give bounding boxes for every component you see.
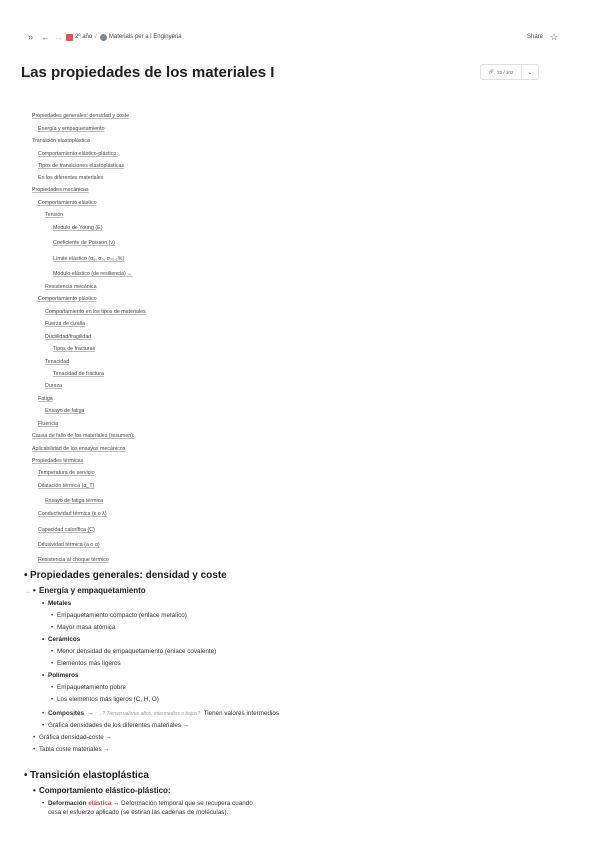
- list-item-polimeros: • Polímeros: [42, 672, 79, 679]
- bullet-icon: •: [51, 612, 54, 619]
- double-chevron-right-icon[interactable]: »: [28, 32, 34, 42]
- toc-item[interactable]: Comportamiento elástico-plástico:: [38, 151, 118, 157]
- toc-item[interactable]: Tenacidad: [45, 359, 70, 365]
- page-icon: [100, 34, 107, 41]
- list-item: • Elementos más ligeros: [51, 660, 121, 667]
- arrow-right-icon[interactable]: →: [54, 32, 63, 42]
- toc-item[interactable]: Propiedades térmicas: [32, 458, 84, 464]
- list-item: • Los elementos más ligeros (C, H, O): [51, 696, 159, 703]
- toc-item[interactable]: Coeficiente de Poisson (ν): [53, 240, 115, 246]
- breadcrumb-item-year[interactable]: 2º año: [75, 34, 93, 40]
- breadcrumb: [66, 28, 182, 46]
- share-button[interactable]: Share: [527, 34, 544, 40]
- toc-item[interactable]: Propiedades mecánicas: [32, 187, 89, 193]
- bullet-icon: •: [33, 786, 36, 795]
- bullet-icon: •: [42, 600, 45, 607]
- bullet-icon: •: [24, 770, 28, 781]
- bullet-icon: •: [42, 722, 45, 729]
- toc-item[interactable]: Comportamiento en los tipos de materiales: [45, 309, 146, 315]
- list-item-link[interactable]: • Gráfica densidades de los diferentes materiales →: [42, 722, 190, 729]
- toc-item[interactable]: Resistencia al choque térmico: [38, 557, 109, 563]
- bullet-icon: •: [42, 710, 45, 717]
- list-item: • Empaquetamiento compacto (enlace metálico): [51, 612, 187, 619]
- star-icon[interactable]: ☆: [550, 32, 559, 42]
- toc-item[interactable]: Módulo elástico (de resiliencia) ↔: [53, 271, 133, 277]
- bullet-icon: •: [33, 586, 36, 595]
- toc-item[interactable]: Módulo de Young (E): [53, 225, 103, 231]
- bullet-icon: •: [51, 624, 54, 631]
- list-item: • Empaquetamiento pobre: [51, 684, 126, 691]
- list-item-composites: • Composites → →? Tienen valores altos, intermedios o bajos? Tienen valores intermedios: [42, 710, 280, 717]
- bullet-icon: •: [51, 648, 54, 655]
- list-item: • Mayor masa atómica: [51, 624, 116, 631]
- toc-item[interactable]: En los diferentes materiales: [38, 175, 104, 181]
- bullet-icon: •: [51, 696, 54, 703]
- toc-item[interactable]: Difusividad térmica (a o α): [38, 542, 100, 548]
- list-item-link[interactable]: • Tabla coste materiales →: [33, 746, 110, 753]
- page-counter[interactable]: [480, 64, 539, 80]
- breadcrumb-separator: /: [95, 34, 97, 40]
- page-title: Las propiedades de los materiales I: [21, 64, 275, 81]
- toc-item[interactable]: Dilatación térmica (α_T): [38, 483, 95, 489]
- subsection-heading: • Comportamiento elástico-plástico:: [33, 786, 171, 795]
- toc-item[interactable]: Tensión: [45, 212, 64, 218]
- toc-item[interactable]: Fluencia: [38, 421, 59, 427]
- list-item-continuation: cesa el esfuerzo aplicado (se estiran las cadenas de moléculas).: [48, 809, 229, 816]
- toc-item[interactable]: Temperatura de servicio: [38, 470, 95, 476]
- breadcrumb-item-subject[interactable]: Materials per a l Enginyeria: [108, 34, 182, 40]
- toc-item[interactable]: Conductividad térmica (κ o λ): [38, 511, 107, 517]
- toc-item[interactable]: Ensayo de fatiga térmica: [45, 498, 104, 504]
- toc-item[interactable]: Causa de fallo de los materiales (resumen):: [32, 433, 135, 439]
- bullet-icon: •: [42, 800, 45, 807]
- top-bar: [0, 28, 600, 46]
- bullet-icon: •: [51, 684, 54, 691]
- toc-item[interactable]: Tipos de fracturas: [53, 346, 96, 352]
- bullet-icon: •: [51, 660, 54, 667]
- toc-item[interactable]: Capacidad calorífica (C): [38, 527, 95, 533]
- arrow-left-icon[interactable]: ←: [41, 32, 50, 42]
- bullet-icon: •: [33, 746, 36, 753]
- bullet-icon: •: [33, 734, 36, 741]
- section-heading: • Transición elastoplástica: [24, 770, 149, 781]
- toc-item[interactable]: Tenacidad de fractura: [53, 371, 104, 377]
- bullet-icon: •: [24, 570, 28, 581]
- toc-item[interactable]: Tipos de transiciones elastoplásticas: [38, 163, 125, 169]
- chevron-down-icon[interactable]: ⌄: [527, 69, 533, 76]
- toc-item[interactable]: Transición elastoplástica: [32, 138, 90, 144]
- list-item: • Menor densidad de empaquetamiento (enlace covalente): [51, 648, 217, 655]
- toc-item[interactable]: Comportamiento plástico: [38, 296, 97, 302]
- bullet-icon: •: [42, 672, 45, 679]
- toc-item[interactable]: Ductilidad/fragilidad: [45, 334, 92, 340]
- toc-item[interactable]: Ensayo de fatiga: [45, 408, 85, 414]
- list-item-metales: • Metales: [42, 600, 72, 607]
- bullet-icon: •: [42, 636, 45, 643]
- list-item-deformacion: • Deformación elástica ↔ Deformación temporal que se recupera cuando: [42, 800, 253, 807]
- toc-item[interactable]: Aplicabilidad de los ensayos mecánicos: [32, 446, 126, 452]
- toc-item[interactable]: Fatiga: [38, 396, 53, 402]
- list-item-link[interactable]: • Gráfica densidad-coste →: [33, 734, 112, 741]
- toc-item[interactable]: Energía y empaquetamiento: [38, 126, 105, 132]
- toggle-arrow-icon[interactable]: →: [25, 589, 31, 595]
- toggle-hint[interactable]: →? Tienen valores altos, intermedios o bajos?: [97, 711, 201, 717]
- toc-item[interactable]: Dureza: [45, 383, 63, 389]
- section-heading: • Propiedades generales: densidad y coste: [24, 570, 227, 581]
- toc-item[interactable]: Resistencia mecánica: [45, 284, 97, 290]
- subsection-heading: • Energía y empaquetamiento: [33, 586, 146, 595]
- toc-item[interactable]: Comportamiento elástico: [38, 200, 97, 206]
- toc-item[interactable]: Límite elástico (σₑ, σ₀, σₙ₀.₂%): [53, 256, 125, 262]
- link-icon: 🔗: [488, 69, 495, 74]
- folder-icon: [66, 34, 73, 41]
- list-item-ceramicos: • Cerámicos: [42, 636, 81, 643]
- toc-item[interactable]: Propiedades generales: densidad y coste: [32, 113, 130, 119]
- toc-item[interactable]: Fuerza de cizalla: [45, 321, 86, 327]
- counter-text: 32 / 102: [497, 69, 514, 75]
